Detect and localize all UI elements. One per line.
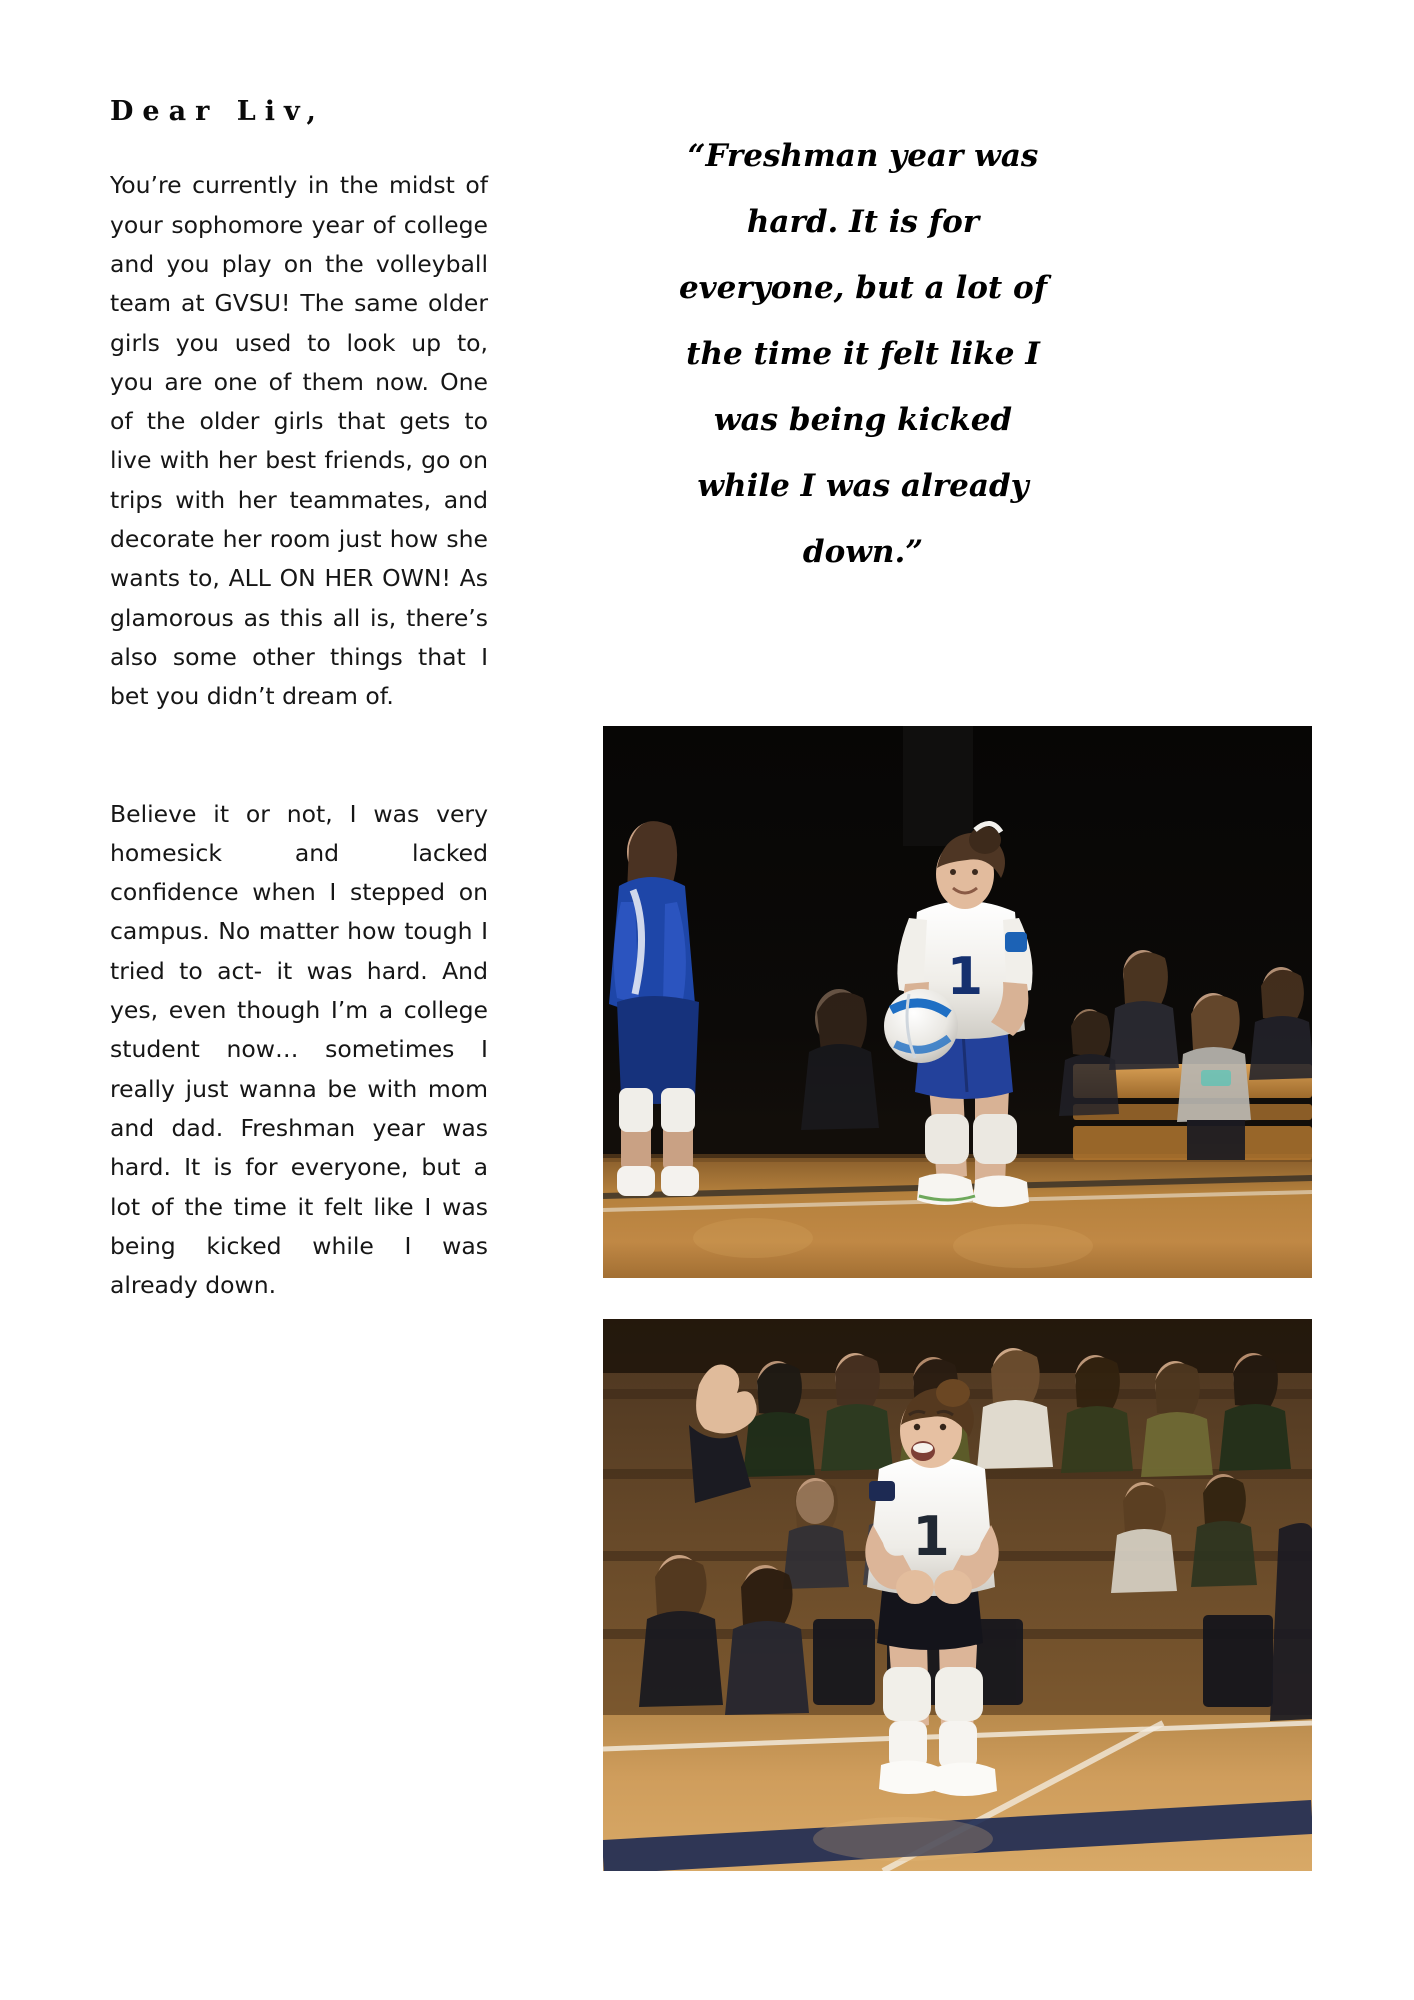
- volleyball: [884, 989, 958, 1063]
- media-column: [563, 0, 1272, 2000]
- photo-volleyball-serve: [603, 726, 1312, 1278]
- letter-heading: Dear Liv,: [110, 96, 325, 127]
- photo-volleyball-serve-graphic: [603, 726, 1312, 1278]
- letter-paragraph-2: Believe it or not, I was very homesick and lacked confidence when I stepped on campus. No matter how tough I tried to act- it was hard. And yes, even though I’m a college student now… sometimes I really just wanna be with mom and dad. Freshman year was hard. It is for everyone, but a lot of the time it felt like I was being kicked while I was already down.: [110, 799, 488, 1300]
- svg-text:1: 1: [912, 1505, 950, 1568]
- letter-paragraph-1: You’re currently in the midst of your sophomore year of college and you play on the volleyball team at GVSU! The same older girls you used to look up to, you are one of them now. One of the older girls that gets to live with her best friends, go on trips with her teammates, and decorate her room just how she wants to, ALL ON HER OWN! As glamorous as this all is, there’s also some other things that I bet you didn’t dream of.: [110, 171, 488, 711]
- photo-volleyball-celebrate: [603, 1319, 1312, 1871]
- svg-text:1: 1: [946, 947, 984, 1007]
- pull-quote: “Freshman year was hard. It is for everyone, but a lot of the time it felt like I was being kicked while I was already down.”: [678, 138, 1048, 570]
- letter-text-column: [110, 96, 488, 1305]
- photo-volleyball-celebrate-graphic: [603, 1319, 1312, 1871]
